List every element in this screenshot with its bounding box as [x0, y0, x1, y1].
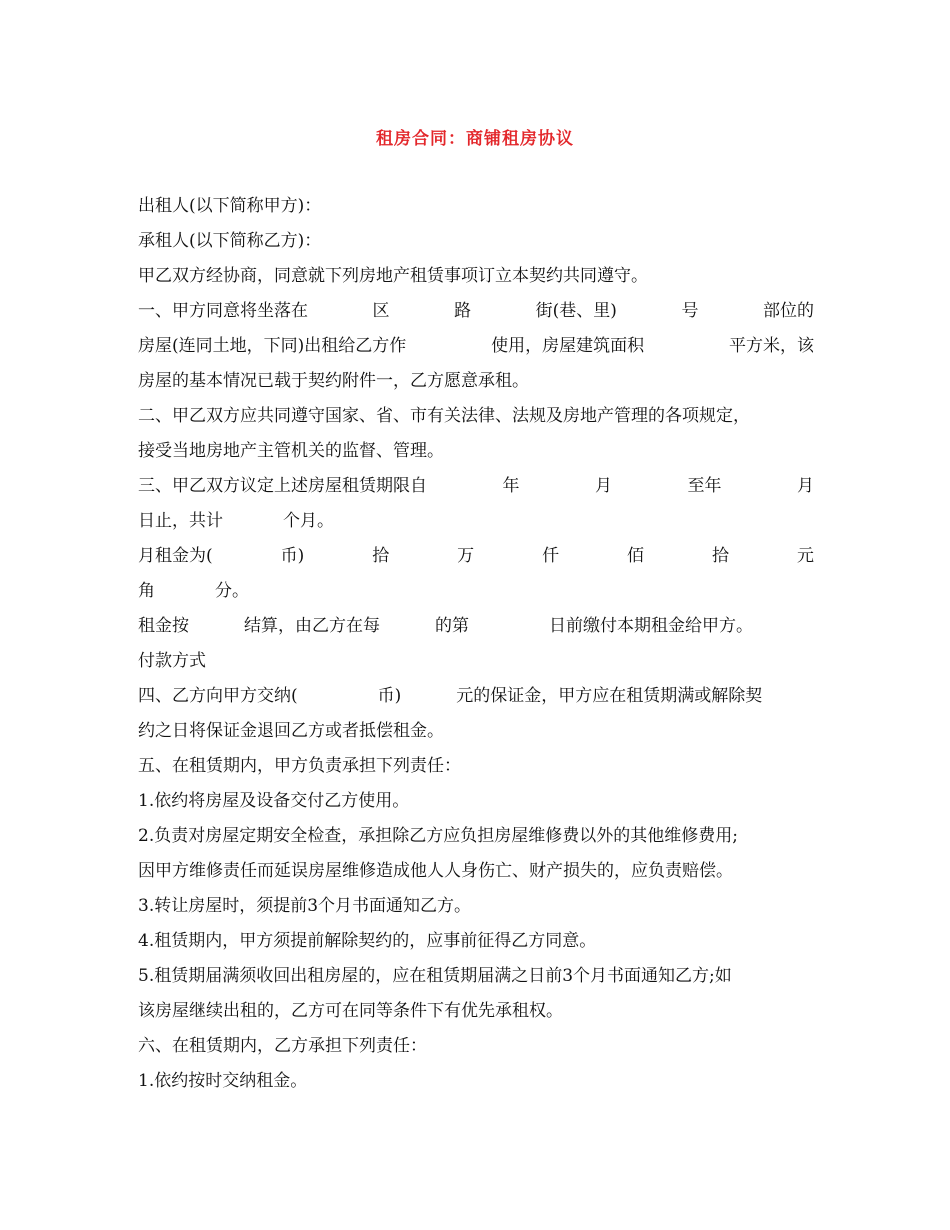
text-segment: 日止，共计: [138, 511, 223, 531]
lessee-line: 承租人(以下简称乙方)：: [138, 231, 322, 251]
clause-5-item-5: 5.租赁期届满须收回出租房屋的，应在租赁期届满之日前3个月书面通知乙方;如: [138, 966, 732, 986]
clause-2-line-2: 接受当地房地产主管机关的监督、管理。: [138, 441, 444, 461]
text-segment: 房屋(连同土地，下同)出租给乙方作: [138, 336, 407, 356]
text-segment: 月: [797, 476, 814, 496]
clause-5-item-2-cont: 因甲方维修责任而延误房屋维修造成他人人身伤亡、财产损失的，应负责赔偿。: [138, 861, 733, 881]
clause-1-line-1: [138, 298, 814, 333]
intro-line: 甲乙双方经协商，同意就下列房地产租赁事项订立本契约共同遵守。: [138, 266, 648, 286]
clause-3-rent-line: [138, 543, 814, 578]
text-segment: 号: [681, 301, 699, 321]
clause-6-heading: 六、在租赁期内，乙方承担下列责任：: [138, 1036, 427, 1056]
text-segment: 结算，由乙方在每: [244, 616, 380, 636]
text-segment: 万: [457, 546, 475, 566]
clause-1-line-2: [138, 333, 814, 368]
document-title: 租房合同：商铺租房协议: [376, 129, 574, 149]
text-segment: 部位的: [763, 301, 814, 321]
clause-4-line-2: 约之日将保证金退回乙方或者抵偿租金。: [138, 721, 444, 741]
clause-5-item-4: 4.租赁期内，甲方须提前解除契约的，应事前征得乙方同意。: [138, 931, 597, 951]
text-segment: 币): [377, 686, 402, 706]
clause-2-line-1: 二、甲乙双方应共同遵守国家、省、市有关法律、法规及房地产管理的各项规定，: [138, 406, 750, 426]
clause-5-item-2: 2.负责对房屋定期安全检查，承担除乙方应负担房屋维修费以外的其他维修费用;: [138, 826, 738, 846]
clause-3-line-2: [138, 508, 814, 543]
text-segment: 分。: [215, 581, 249, 601]
text-segment: 路: [454, 301, 472, 321]
clause-1-line-3: 房屋的基本情况已载于契约附件一，乙方愿意承租。: [138, 371, 529, 391]
text-segment: 日前缴付本期租金给甲方。: [549, 616, 753, 636]
text-segment: 月: [595, 476, 612, 496]
text-segment: 的第: [435, 616, 469, 636]
text-segment: 租金按: [138, 616, 189, 636]
text-segment: 角: [138, 581, 155, 601]
text-segment: 至年: [687, 476, 722, 496]
contract-body: [138, 193, 814, 1103]
text-segment: 个月。: [283, 511, 334, 531]
text-segment: 平方米，该: [728, 336, 814, 356]
text-segment: 元的保证金，甲方应在租赁期满或解除契: [456, 686, 763, 706]
text-segment: 元: [796, 546, 814, 566]
clause-5-heading: 五、在租赁期内，甲方负责承担下列责任：: [138, 756, 461, 776]
text-segment: 年: [502, 476, 520, 496]
text-segment: 月租金为(: [138, 546, 213, 566]
clause-4-line-1: [138, 683, 814, 718]
text-segment: 使用，房屋建筑面积: [491, 336, 645, 356]
text-segment: 四、乙方向甲方交纳(: [138, 686, 298, 706]
clause-3-rent-line-2: [138, 578, 814, 613]
clause-5-item-5-cont: 该房屋继续出租的，乙方可在同等条件下有优先承租权。: [138, 1001, 563, 1021]
text-segment: 三、甲乙双方议定上述房屋租赁期限自: [138, 476, 427, 496]
clause-6-item-1: 1.依约按时交纳租金。: [138, 1071, 308, 1091]
text-segment: 仟: [542, 546, 560, 566]
clause-5-item-1: 1.依约将房屋及设备交付乙方使用。: [138, 791, 410, 811]
lessor-line: 出租人(以下简称甲方)：: [138, 196, 322, 216]
clause-5-item-3: 3.转让房屋时，须提前3个月书面通知乙方。: [138, 896, 472, 916]
text-segment: 街(巷、里): [535, 301, 617, 321]
text-segment: 佰: [627, 546, 645, 566]
text-segment: 拾: [372, 546, 390, 566]
clause-3-payment-line: [138, 613, 814, 648]
text-segment: 币): [280, 546, 305, 566]
text-segment: 拾: [712, 546, 729, 566]
payment-method-line: 付款方式: [138, 651, 206, 671]
text-segment: 一、甲方同意将坐落在: [138, 301, 308, 321]
text-segment: 区: [372, 301, 390, 321]
clause-3-line-1: [138, 473, 814, 508]
